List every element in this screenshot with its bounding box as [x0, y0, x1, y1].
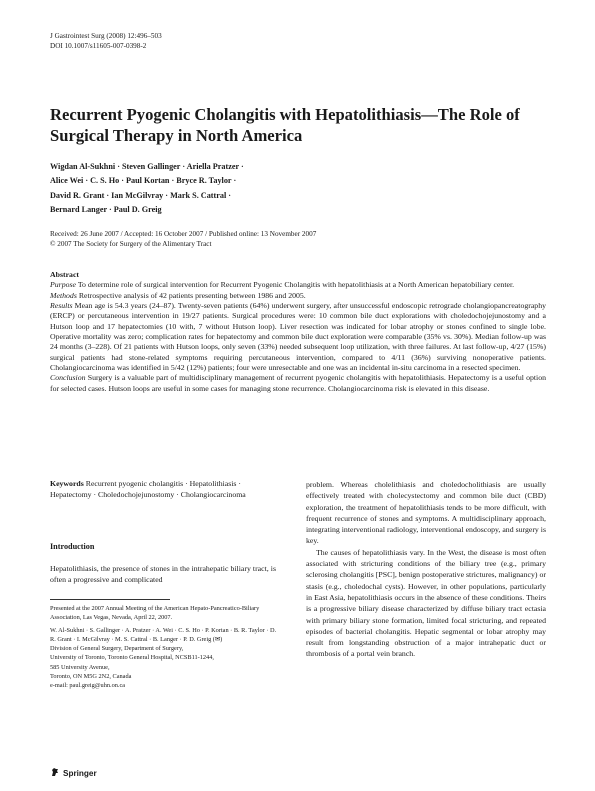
doi-line: DOI 10.1007/s11605-007-0398-2: [50, 41, 147, 50]
abstract: [50, 270, 546, 394]
author-line: Wigdan Al-Sukhni · Steven Gallinger · Ariella Pratzer ·: [50, 162, 244, 171]
intro-paragraph: The causes of hepatolithiasis vary. In the West, the disease is most often associated with stricturing conditions of the biliary tree (e.g., primary sclerosing cholangitis [PSC], benign postoperative strictures, malignancy) or stasis (e.g., choledochal cysts). However, in other populations, particularly in East Asia, hepatolithiasis occurs in the absence of these conditions. Theirs is a progressive biliary disease characterized by diffuse biliary tract ectasia with primary biliary stone formation, limited focal stricturing, and repeated episodes of bacterial cholangitis. Hepatic segmental or lobar atrophy may result from longstanding obstruction of a major intrahepatic duct or thrombosis of a portal vein branch.: [306, 547, 546, 659]
author-list: [50, 160, 370, 217]
article-title: Recurrent Pyogenic Cholangitis with Hepatolithiasis—The Role of Surgical Therapy in North America: [50, 105, 520, 145]
abstract-purpose: [50, 280, 546, 290]
abstract-heading: Abstract: [50, 270, 80, 279]
affiliation-line: Division of General Surgery, Department of Surgery,: [50, 645, 184, 653]
footnote-rule: [50, 599, 170, 600]
copyright-line: © 2007 The Society for Surgery of the Alimentary Tract: [50, 240, 212, 249]
presented-note: Presented at the 2007 Annual Meeting of the American Hepato-Pancreatico-Biliary Association, Las Vegas, Nevada, April 22, 2007.: [50, 605, 260, 622]
affiliation-line: University of Toronto, Toronto General Hospital, NCSB11-1244,: [50, 654, 214, 662]
intro-paragraph: problem. Whereas cholelithiasis and choledocholithiasis are usually effectively treated with cholecystectomy and common bile duct (CBD) exploration, the treatment of hepatolithiasis tends to be more difficult, with frequent recurrence of stones and symptoms. A multidisciplinary approach, integrating interventional radiology, interventional endoscopy, and surgery is key.: [306, 480, 546, 546]
affiliation-line: 585 University Avenue,: [50, 663, 110, 671]
conclusion-text: Surgery is a valuable part of multidisciplinary management of recurrent pyogenic cholangitis with hepatolithiasis. Hepatectomy is a useful option for selected cases. Hutson loops are useful in some cases for managing stone recurrence. Cholangiocarcinoma risk is elevated in this disease.: [50, 373, 547, 393]
methods-text: Retrospective analysis of 42 patients presenting between 1986 and 2005.: [78, 290, 306, 300]
introduction-left-column: [50, 563, 276, 586]
author-line: Alice Wei · C. S. Ho · Paul Kortan · Bryce R. Taylor ·: [50, 176, 237, 186]
affiliation-line: Toronto, ON M5G 2N2, Canada: [50, 673, 132, 681]
springer-horse-icon: [50, 767, 60, 779]
introduction-right-column: [306, 479, 546, 660]
conclusion-label: Conclusion: [50, 373, 86, 383]
journal-header: [50, 32, 162, 51]
keywords-text: Recurrent pyogenic cholangitis · Hepatolithiasis · Hepatectomy · Choledochojejunostomy · Cholangiocarcinoma: [50, 479, 246, 499]
results-label: Results: [50, 301, 73, 311]
publisher-logo: [50, 767, 97, 779]
received-dates: Received: 26 June 2007 / Accepted: 16 October 2007 / Published online: 13 November 2007: [50, 230, 317, 238]
keywords: [50, 479, 275, 500]
purpose-label: Purpose: [50, 280, 76, 290]
footnote-authors: W. Al-Sukhni · S. Gallinger · A. Pratzer · A. Wei · C. S. Ho · P. Kortan · B. R. Taylor · D. R. Grant · I. McGilvray · M. S. Cattral · B. Langer · P. D. Greig (✉): [50, 626, 277, 643]
intro-paragraph: Hepatolithiasis, the presence of stones in the intrahepatic biliary tract, is often a progressive and complicated: [50, 564, 276, 585]
publication-dates: [50, 229, 316, 250]
author-line: David R. Grant · Ian McGilvray · Mark S. Cattral ·: [50, 190, 232, 200]
footnote: [50, 604, 280, 691]
journal-citation: J Gastrointest Surg (2008) 12:496–503: [50, 32, 162, 40]
purpose-text: To determine role of surgical intervention for Recurrent Pyogenic Cholangitis with hepatolithiasis at a North American hepatobiliary center.: [77, 280, 515, 290]
keywords-label: Keywords: [50, 479, 84, 488]
abstract-results: [50, 301, 546, 373]
methods-label: Methods: [50, 290, 77, 300]
author-line: Bernard Langer · Paul D. Greig: [50, 204, 162, 214]
introduction-heading: Introduction: [50, 542, 95, 551]
abstract-methods: [50, 291, 546, 301]
contact-email: e-mail: paul.greig@uhn.on.ca: [50, 682, 126, 690]
results-text: Mean age is 54.3 years (24–87). Twenty-seven patients (64%) underwent surgery, after unsuccessful endoscopic retrograde cholangiopancreatography (ERCP) or percutaneous intervention in 19/27 patients. Surgical procedures were: 10 common bile duct explorations with choledochojejunostomy and a Hutson loop and 17 hepatectomies (10 with, 7 without Hutson loop). Liver resection was indicated for lobar atrophy or stones confined to single lobe. Operative mortality was zero; complication rates for hepatectomy and common bile duct exploration were comparable (35% vs. 30%). Median follow-up was 24 months (3–228). Of 21 patients with Hutson loops, only seven (33%) needed subsequent loop utilization, with three failures. At last follow-up, 4/27 (15%) surgical patients had stone-related symptoms requiring percutaneous intervention, compared to 4/11 (36%) surviving nonoperative patients. Cholangiocarcinoma was identified in 5/42 (12%) patients; four were unresectable and one was an incidental in-situ carcinoma in a resected specimen.: [50, 301, 546, 373]
publisher-name: Springer: [63, 768, 97, 778]
abstract-conclusion: [50, 373, 546, 394]
